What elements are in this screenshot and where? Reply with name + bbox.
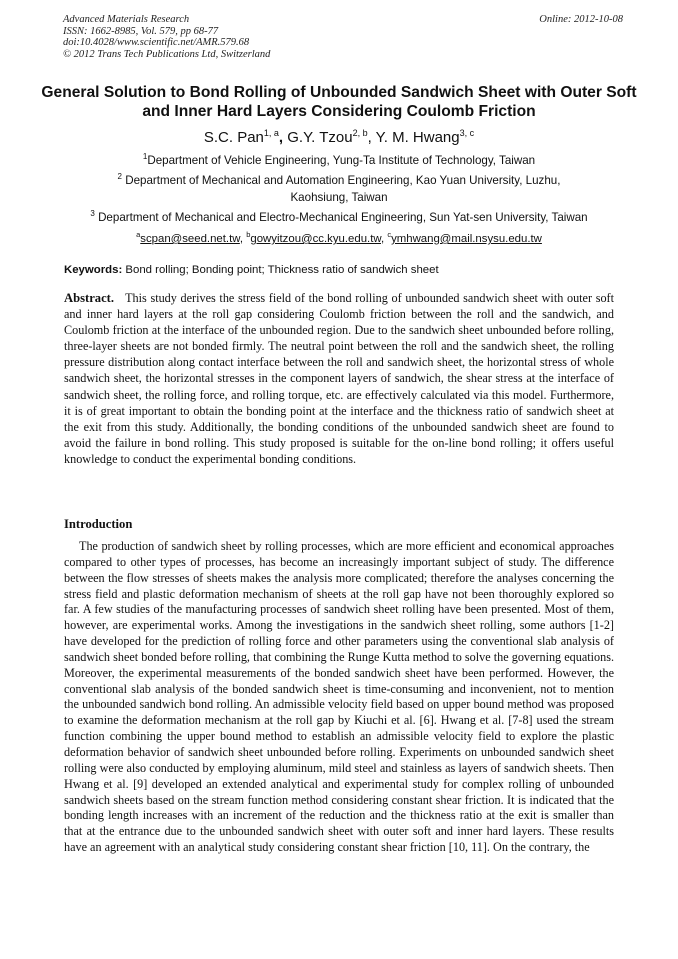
journal-header bbox=[63, 14, 623, 60]
author-superscript: 3, c bbox=[459, 128, 475, 138]
author-separator: , bbox=[367, 129, 376, 146]
author-name: S.C. Pan bbox=[203, 129, 264, 146]
issn-line: ISSN: 1662-8985, Vol. 579, pp 68-77 bbox=[63, 25, 219, 37]
author-name: G.Y. Tzou bbox=[287, 129, 353, 146]
abstract-text: This study derives the stress field of the bond rolling of unbounded sandwich sheet with outer soft and inner hard layers at the roll gap considering Coulomb friction between the roll and the sandwich, and Coulomb friction at the interface of the unbounded region. Due to the sandwich sheet unbounded before rolling, three-layer sheets are not bonded firmly. The neutral point between the roll and the sandwich sheet, the rolling pressure distribution along contact interface between the roll and sandwich sheet, the horizontal stress of whole sandwich sheet, the horizontal stresses in the component layers of sandwich, the shear stress at the interface of sandwich sheet, the rolling force, and rolling torque, etc. are effectively calculated via this model. Furthermore, it is of great important to obtain the bonding point at the interface and the thickness ratio of sandwich sheet at the exit from this study. Additionally, the bonding conditions of the unbounded sandwich sheet are found to avoid the failure in bond rolling. This study proposed is suitable for the on-line bond rolling; it offers useful knowledge to conduct the experimental bonding conditions. bbox=[64, 291, 614, 466]
email-link[interactable]: ymhwang@mail.nsysu.edu.tw bbox=[391, 233, 542, 245]
paper-title: General Solution to Bond Rolling of Unbounded Sandwich Sheet with Outer Soft and Inner Hard Layers Considering Coulomb Friction bbox=[41, 84, 637, 120]
affiliation-text: Department of Mechanical and Electro-Mechanical Engineering, Sun Yat-sen University, Taiwan bbox=[98, 211, 588, 224]
affiliation-2 bbox=[88, 168, 590, 206]
affiliation-text: Department of Mechanical and Automation Engineering, Kao Yuan University, Luzhu, Kaohsiung, Taiwan bbox=[125, 174, 561, 204]
email-link[interactable]: gowyitzou@cc.kyu.edu.tw bbox=[250, 233, 381, 245]
email-superscript: a bbox=[136, 230, 141, 239]
journal-name: Advanced Materials Research bbox=[63, 14, 190, 25]
doi-line: doi:10.4028/www.scientific.net/AMR.579.68 bbox=[63, 37, 250, 48]
section-heading-introduction: Introduction bbox=[64, 517, 133, 531]
affiliation-1 bbox=[50, 148, 628, 169]
author-list bbox=[40, 124, 638, 147]
email-link[interactable]: scpan@seed.net.tw bbox=[140, 233, 240, 245]
abstract-paragraph bbox=[64, 290, 614, 467]
abstract-label: Abstract. bbox=[64, 291, 115, 305]
email-separator: , bbox=[239, 233, 247, 245]
keywords-text: Bond rolling; Bonding point; Thickness ratio of sandwich sheet bbox=[125, 264, 439, 276]
email-superscript: c bbox=[387, 230, 392, 239]
author-superscript: 1, a bbox=[263, 128, 279, 138]
affiliation-number: 1 bbox=[142, 152, 148, 161]
author-superscript: 2, b bbox=[352, 128, 368, 138]
affiliation-3 bbox=[40, 205, 638, 226]
online-date: Online: 2012-10-08 bbox=[539, 14, 623, 25]
email-list bbox=[40, 227, 638, 247]
keywords-line bbox=[64, 263, 616, 277]
author-separator: , bbox=[278, 129, 288, 146]
email-superscript: b bbox=[246, 230, 251, 239]
email-separator: , bbox=[380, 233, 388, 245]
affiliation-number: 2 bbox=[117, 172, 122, 181]
author-name: Y. M. Hwang bbox=[375, 129, 460, 146]
keywords-label: Keywords: bbox=[64, 264, 123, 276]
affiliation-text: Department of Vehicle Engineering, Yung-Ta Institute of Technology, Taiwan bbox=[147, 154, 536, 167]
affiliation-number: 3 bbox=[90, 209, 95, 218]
introduction-paragraph: The production of sandwich sheet by rolling processes, which are more efficient and economical approaches compared to other types of processes, has become an increasingly important subject of study. The difference between the flow stresses of sheets makes the analysis more complicated; therefore the analyses concerning the stress field and plastic deformation mechanism of sheets at the roll gap have not been thoroughly explored so far. A few studies of the manufacturing processes of sandwich sheet rolling have been presented. Most of them, however, are experimental works. Among the investigations in the sandwich sheet rolling, some authors [1-2] have developed for the prediction of rolling force and other parameters using the conventional slab analysis of sandwich sheet bonded before rolling, that combining the Runge Kutta method to solve the governing equations. Moreover, the experimental measurements of the bonded sandwich sheet have been performed. However, the conventional slab analysis of the bonded sandwich sheet is time-consuming and inconvenient, not to mention the unbounded sandwich bond rolling. An admissible velocity field based on upper bound method was proposed to examine the deformation mechanism at the roll gap by Kiuchi et al. [6]. Hwang et al. [7-8] used the stream function combining the upper bound method to establish an admissible velocity field to explore the plastic deformation behavior of sandwich sheet unbounded before rolling. Experiments on unbounded sandwich sheet rolling were also conducted by employing aluminum, mild steel and stainless as layers of sandwich sheets. Then Hwang et al. [9] developed an extended analytical and experimental study for complex rolling of unbounded sandwich sheets based on the stream function method considering constant shear friction. It is indicated that the bonding length increases with an increment of the reduction and the thickness ratio at the exit is smaller than that at the entrance due to the unbounded sandwich sheet with outer soft and inner hard layers. These results have an agreement with an analytical study considering constant shear friction [10, 11]. On the contrary, the bbox=[64, 539, 614, 855]
copyright-line: © 2012 Trans Tech Publications Ltd, Switzerland bbox=[63, 48, 271, 60]
